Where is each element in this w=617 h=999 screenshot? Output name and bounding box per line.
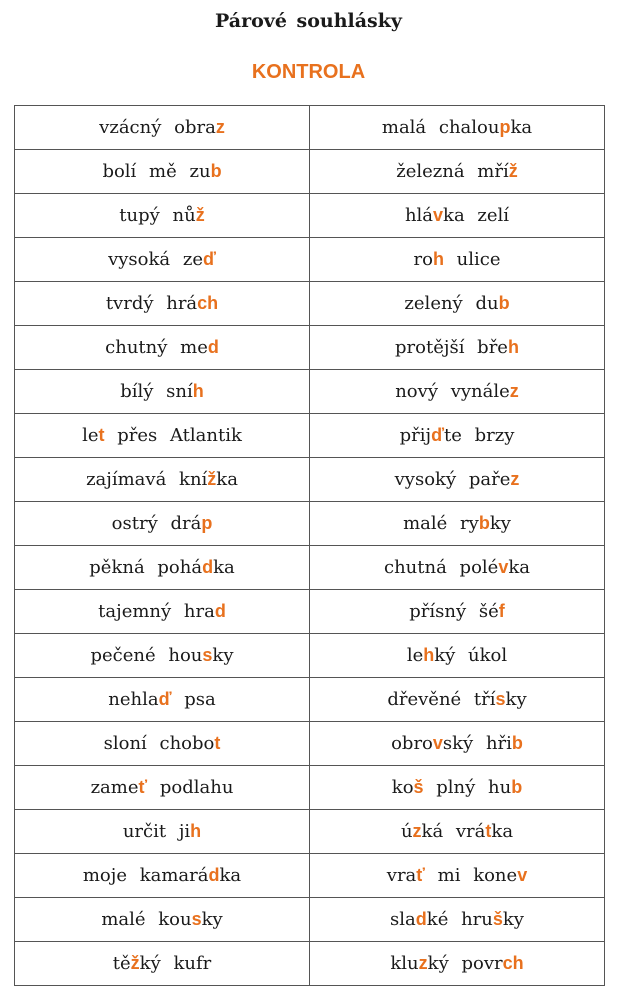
highlighted-letter: b [210,161,222,181]
word-cell-left [15,414,310,458]
word-text: nový vynále [395,381,510,402]
word-text: le [406,645,424,666]
word-text: ky [489,513,511,534]
word-text: pečené hou [90,645,203,666]
table-row [15,238,605,282]
highlighted-letter: š [413,777,424,797]
highlighted-letter: t [485,821,492,841]
word-text: ulice [443,249,501,270]
word-text: dřevěné tří [387,689,496,710]
highlighted-letter: ť [416,865,425,885]
word-cell-right [310,414,605,458]
word-cell-left [15,634,310,678]
word-table [14,105,605,986]
table-row [15,898,605,942]
word-text: bolí mě zu [102,161,211,182]
word-cell-left [15,106,310,150]
word-cell-left [15,722,310,766]
word-text: přísný šé [409,601,499,622]
word-text: tajemný hra [98,601,215,622]
word-text: nehla [108,689,159,710]
word-text: železná mří [396,161,509,182]
word-cell-left [15,502,310,546]
word-cell-right [310,370,605,414]
word-text: ka [216,469,238,490]
word-cell-right [310,942,605,986]
table-row [15,458,605,502]
word-text: vzácný obra [99,117,216,138]
table-row [15,502,605,546]
word-text: ostrý drá [111,513,202,534]
word-text: mi kone [424,865,518,886]
word-cell-left [15,150,310,194]
highlighted-letter: š [492,909,503,929]
word-text: malé kou [101,909,192,930]
word-cell-left [15,854,310,898]
table-row [15,326,605,370]
word-text: protější bře [395,337,508,358]
highlighted-letter: v [517,865,528,885]
word-cell-left [15,898,310,942]
word-cell-left [15,942,310,986]
table-row [15,634,605,678]
word-text: přes Atlantik [104,425,242,446]
table-row [15,678,605,722]
word-text: vra [386,865,417,886]
word-table-body [15,106,605,986]
word-text: bílý sní [120,381,193,402]
word-cell-right [310,502,605,546]
highlighted-letter: z [509,381,519,401]
page-subtitle: KONTROLA [251,61,366,83]
highlighted-letter: ch [197,293,219,313]
highlighted-letter: h [192,381,204,401]
word-text: moje kamará [82,865,209,886]
word-text: tvrdý hrá [105,293,198,314]
highlighted-letter: ž [130,953,140,973]
word-cell-left [15,238,310,282]
word-cell-right [310,898,605,942]
word-text: malé ry [403,513,479,534]
highlighted-letter: ď [158,689,172,709]
word-text: sla [390,909,416,930]
word-cell-right [310,106,605,150]
word-text: ka [510,117,533,138]
word-text: ský hři [442,733,512,754]
word-text: ka [491,821,514,842]
table-row [15,810,605,854]
word-cell-right [310,546,605,590]
highlighted-letter: v [498,557,509,577]
highlighted-letter: s [191,909,202,929]
word-text: sloní chobo [103,733,215,754]
word-cell-right [310,722,605,766]
highlighted-letter: d [202,557,214,577]
highlighted-letter: h [432,249,444,269]
word-cell-right [310,634,605,678]
word-cell-right [310,282,605,326]
highlighted-letter: z [412,821,422,841]
word-cell-right [310,326,605,370]
highlighted-letter: ž [195,205,205,225]
word-text: tupý nů [119,205,196,226]
highlighted-letter: d [415,909,427,929]
highlighted-letter: b [511,777,523,797]
word-cell-left [15,546,310,590]
word-text: ký povr [427,953,503,974]
highlighted-letter: d [208,865,220,885]
word-text: hlá [404,205,434,226]
word-text: chutný me [105,337,208,358]
word-text: tě [112,953,131,974]
word-text: vysoký paře [394,469,511,490]
highlighted-letter: ť [138,777,148,797]
word-text: ky [212,645,234,666]
highlighted-letter: ch [502,953,524,973]
word-cell-left [15,458,310,502]
word-text: ka zelí [443,205,510,226]
highlighted-letter: t [214,733,221,753]
highlighted-letter: v [433,205,444,225]
highlighted-letter: ž [508,161,518,181]
word-text: le [82,425,99,446]
word-cell-left [15,370,310,414]
word-text: zelený du [404,293,499,314]
word-text: ky [505,689,527,710]
word-text: chutná polé [384,557,499,578]
word-cell-right [310,238,605,282]
word-text: pěkná pohá [89,557,203,578]
table-row [15,766,605,810]
word-cell-right [310,194,605,238]
word-text: vysoká ze [108,249,203,270]
word-cell-right [310,590,605,634]
word-text: ú [400,821,413,842]
highlighted-letter: z [215,117,225,137]
highlighted-letter: p [201,513,213,533]
word-text: podlahu [147,777,234,798]
highlighted-letter: ď [431,425,444,445]
highlighted-letter: h [190,821,202,841]
highlighted-letter: ď [202,249,216,269]
word-cell-right [310,678,605,722]
word-text: ky [502,909,524,930]
highlighted-letter: s [202,645,213,665]
table-row [15,414,605,458]
table-row [15,854,605,898]
table-row [15,722,605,766]
word-cell-left [15,810,310,854]
table-row [15,150,605,194]
highlighted-letter: v [432,733,443,753]
word-text: určit ji [122,821,191,842]
word-text: zame [90,777,139,798]
word-cell-left [15,282,310,326]
word-cell-left [15,326,310,370]
word-text: malá chalou [381,117,500,138]
word-text: klu [390,953,419,974]
highlighted-letter: ž [207,469,217,489]
word-text: ka [213,557,235,578]
highlighted-letter: h [507,337,519,357]
table-row [15,590,605,634]
word-text: obro [391,733,433,754]
word-text: ký kufr [139,953,212,974]
highlighted-letter: t [98,425,105,445]
table-row [15,942,605,986]
word-cell-right [310,854,605,898]
word-text: plný hu [423,777,512,798]
word-text: ké hru [426,909,493,930]
highlighted-letter: b [511,733,523,753]
word-cell-left [15,194,310,238]
word-text: přij [399,425,432,446]
word-cell-right [310,810,605,854]
word-text: ká vrá [421,821,486,842]
table-row [15,194,605,238]
word-text: zajímavá kní [86,469,208,490]
word-cell-right [310,766,605,810]
page-title: Párové souhlásky [215,10,402,32]
highlighted-letter: b [498,293,510,313]
highlighted-letter: d [214,601,226,621]
highlighted-letter: b [478,513,490,533]
highlighted-letter: s [495,689,506,709]
word-text: ky [201,909,223,930]
table-row [15,282,605,326]
table-row [15,106,605,150]
highlighted-letter: h [423,645,435,665]
table-row [15,546,605,590]
word-text: psa [171,689,216,710]
word-text: ka [219,865,242,886]
highlighted-letter: z [418,953,428,973]
highlighted-letter: d [207,337,219,357]
word-cell-right [310,150,605,194]
word-text: ko [391,777,414,798]
word-cell-left [15,678,310,722]
word-cell-left [15,766,310,810]
highlighted-letter: z [510,469,520,489]
highlighted-letter: p [499,117,511,137]
word-cell-left [15,590,310,634]
word-text: te brzy [444,425,515,446]
word-text: ro [413,249,433,270]
table-row [15,370,605,414]
highlighted-letter: f [498,601,505,621]
word-cell-right [310,458,605,502]
word-text: ký úkol [434,645,508,666]
word-text: ka [508,557,530,578]
